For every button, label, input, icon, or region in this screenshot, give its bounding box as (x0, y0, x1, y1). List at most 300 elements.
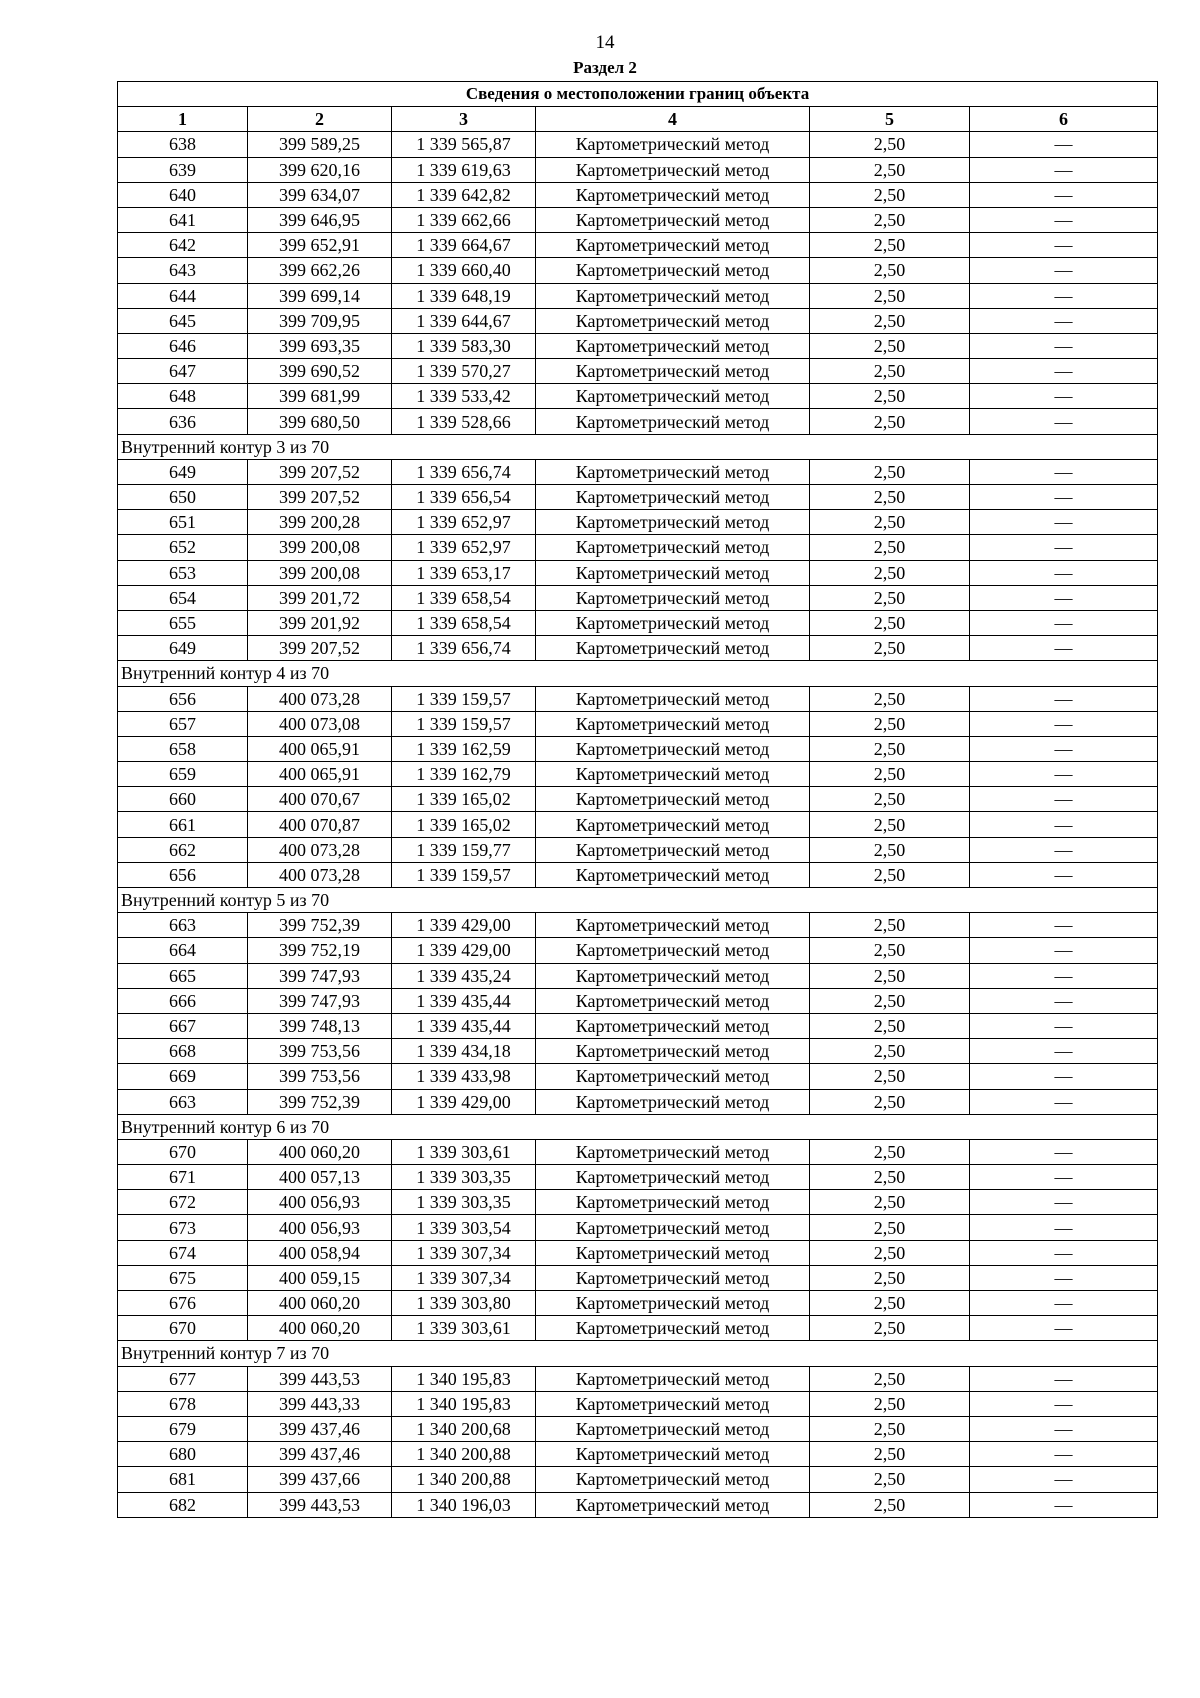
table-row (118, 283, 1158, 308)
table-cell: 636 (118, 409, 248, 434)
table-cell: Картометрический метод (536, 1492, 810, 1517)
table-cell: — (970, 988, 1158, 1013)
table-cell: 1 339 570,27 (392, 359, 536, 384)
table-cell: 400 070,87 (248, 812, 392, 837)
table-cell: 646 (118, 333, 248, 358)
table-row (118, 636, 1158, 661)
table-cell: 649 (118, 459, 248, 484)
table-cell: — (970, 535, 1158, 560)
table-cell: Картометрический метод (536, 736, 810, 761)
table-cell: 670 (118, 1139, 248, 1164)
table-cell: 644 (118, 283, 248, 308)
table-cell: 669 (118, 1064, 248, 1089)
table-cell: 2,50 (810, 1190, 970, 1215)
column-header: 6 (970, 107, 1158, 132)
table-row (118, 1013, 1158, 1038)
table-cell: 400 056,93 (248, 1215, 392, 1240)
table-cell: 656 (118, 862, 248, 887)
table-cell: 399 634,07 (248, 182, 392, 207)
table-row (118, 862, 1158, 887)
table-cell: 658 (118, 736, 248, 761)
table-cell: 1 339 652,97 (392, 510, 536, 535)
table-row (118, 1366, 1158, 1391)
table-cell: 1 340 195,83 (392, 1391, 536, 1416)
table-cell: 1 339 303,61 (392, 1316, 536, 1341)
table-cell: — (970, 610, 1158, 635)
table-row (118, 736, 1158, 761)
table-cell: 672 (118, 1190, 248, 1215)
table-cell: 400 060,20 (248, 1316, 392, 1341)
table-cell: 399 589,25 (248, 132, 392, 157)
table-cell: 399 443,53 (248, 1366, 392, 1391)
table-cell: 1 339 565,87 (392, 132, 536, 157)
table-cell: Картометрический метод (536, 963, 810, 988)
table-cell: — (970, 1064, 1158, 1089)
table-cell: 657 (118, 711, 248, 736)
table-cell: 1 339 656,74 (392, 636, 536, 661)
table-cell: 645 (118, 308, 248, 333)
table-cell: 2,50 (810, 1139, 970, 1164)
table-cell: 2,50 (810, 359, 970, 384)
table-cell: 2,50 (810, 1265, 970, 1290)
table-cell: 399 681,99 (248, 384, 392, 409)
table-cell: 1 339 644,67 (392, 308, 536, 333)
table-cell: 400 057,13 (248, 1165, 392, 1190)
table-row (118, 610, 1158, 635)
table-cell: 1 339 429,00 (392, 938, 536, 963)
table-cell: 1 339 664,67 (392, 233, 536, 258)
table-row (118, 837, 1158, 862)
table-cell: 399 752,39 (248, 1089, 392, 1114)
table-cell: — (970, 812, 1158, 837)
table-cell: 399 752,19 (248, 938, 392, 963)
table-cell: 400 056,93 (248, 1190, 392, 1215)
contour-row (118, 661, 1158, 686)
table-cell: 1 339 307,34 (392, 1240, 536, 1265)
table-cell: Картометрический метод (536, 409, 810, 434)
table-cell: 2,50 (810, 1492, 970, 1517)
table-cell: 399 747,93 (248, 963, 392, 988)
boundary-table (117, 81, 1158, 1518)
table-row (118, 913, 1158, 938)
table-row (118, 1165, 1158, 1190)
table-row (118, 510, 1158, 535)
table-row (118, 359, 1158, 384)
table-cell: Картометрический метод (536, 686, 810, 711)
table-cell: 673 (118, 1215, 248, 1240)
table-cell: 668 (118, 1039, 248, 1064)
table-cell: — (970, 1492, 1158, 1517)
table-cell: — (970, 283, 1158, 308)
table-row (118, 1416, 1158, 1441)
table-row (118, 711, 1158, 736)
table-cell: Картометрический метод (536, 1240, 810, 1265)
contour-row (118, 888, 1158, 913)
table-cell: 647 (118, 359, 248, 384)
table-row (118, 988, 1158, 1013)
column-header: 2 (248, 107, 392, 132)
table-cell: 399 662,26 (248, 258, 392, 283)
column-header: 5 (810, 107, 970, 132)
table-cell: 1 339 528,66 (392, 409, 536, 434)
table-cell: Картометрический метод (536, 636, 810, 661)
table-cell: 670 (118, 1316, 248, 1341)
table-row (118, 1064, 1158, 1089)
table-cell: 663 (118, 913, 248, 938)
table-cell: 1 340 195,83 (392, 1366, 536, 1391)
table-cell: 2,50 (810, 862, 970, 887)
table-cell: Картометрический метод (536, 1442, 810, 1467)
table-row (118, 1240, 1158, 1265)
table-cell: 399 437,46 (248, 1442, 392, 1467)
table-row (118, 1291, 1158, 1316)
table-row (118, 535, 1158, 560)
table-cell: 399 200,28 (248, 510, 392, 535)
table-cell: 2,50 (810, 762, 970, 787)
table-cell: Картометрический метод (536, 988, 810, 1013)
table-cell: 1 339 583,30 (392, 333, 536, 358)
table-cell: Картометрический метод (536, 812, 810, 837)
table-cell: 1 339 653,17 (392, 560, 536, 585)
table-cell: 2,50 (810, 711, 970, 736)
contour-row (118, 1114, 1158, 1139)
table-cell: 2,50 (810, 283, 970, 308)
table-cell: 2,50 (810, 308, 970, 333)
table-cell: 1 339 303,54 (392, 1215, 536, 1240)
table-cell: — (970, 1391, 1158, 1416)
table-cell: 1 339 303,80 (392, 1291, 536, 1316)
table-cell: 660 (118, 787, 248, 812)
table-cell: — (970, 762, 1158, 787)
table-cell: 682 (118, 1492, 248, 1517)
table-cell: Картометрический метод (536, 1416, 810, 1441)
table-cell: Картометрический метод (536, 132, 810, 157)
table-cell: 2,50 (810, 837, 970, 862)
table-cell: Картометрический метод (536, 308, 810, 333)
table-cell: 2,50 (810, 1366, 970, 1391)
table-cell: 2,50 (810, 812, 970, 837)
table-cell: Картометрический метод (536, 485, 810, 510)
table-cell: 1 339 162,59 (392, 736, 536, 761)
table-cell: — (970, 233, 1158, 258)
table-cell: 1 339 656,54 (392, 485, 536, 510)
table-cell: Картометрический метод (536, 459, 810, 484)
table-cell: 679 (118, 1416, 248, 1441)
table-cell: Картометрический метод (536, 207, 810, 232)
table-row (118, 1492, 1158, 1517)
table-cell: 671 (118, 1165, 248, 1190)
table-cell: 2,50 (810, 182, 970, 207)
table-cell: — (970, 1366, 1158, 1391)
table-cell: 399 437,46 (248, 1416, 392, 1441)
table-cell: — (970, 837, 1158, 862)
table-cell: Картометрический метод (536, 1215, 810, 1240)
table-cell: 1 339 165,02 (392, 787, 536, 812)
table-cell: Картометрический метод (536, 1089, 810, 1114)
table-cell: 1 339 303,35 (392, 1190, 536, 1215)
table-cell: 2,50 (810, 510, 970, 535)
table-cell: Картометрический метод (536, 384, 810, 409)
table-cell: 399 693,35 (248, 333, 392, 358)
table-cell: 2,50 (810, 409, 970, 434)
table-row (118, 1215, 1158, 1240)
table-cell: 2,50 (810, 1391, 970, 1416)
table-cell: 641 (118, 207, 248, 232)
contour-row (118, 434, 1158, 459)
table-cell: 1 339 159,57 (392, 686, 536, 711)
table-cell: 663 (118, 1089, 248, 1114)
table-cell: Картометрический метод (536, 913, 810, 938)
table-cell: 2,50 (810, 258, 970, 283)
table-cell: 2,50 (810, 1240, 970, 1265)
table-cell: — (970, 333, 1158, 358)
table-cell: 2,50 (810, 1013, 970, 1038)
table-cell: Картометрический метод (536, 560, 810, 585)
table-cell: 399 699,14 (248, 283, 392, 308)
table-cell: Картометрический метод (536, 1013, 810, 1038)
table-cell: 674 (118, 1240, 248, 1265)
table-cell: 1 339 303,35 (392, 1165, 536, 1190)
table-cell: 399 748,13 (248, 1013, 392, 1038)
table-cell: — (970, 963, 1158, 988)
column-header: 3 (392, 107, 536, 132)
table-cell: Картометрический метод (536, 333, 810, 358)
table-cell: — (970, 1165, 1158, 1190)
table-cell: Картометрический метод (536, 258, 810, 283)
table-row (118, 233, 1158, 258)
table-cell: 656 (118, 686, 248, 711)
table-cell: 2,50 (810, 1064, 970, 1089)
table-cell: 2,50 (810, 1467, 970, 1492)
column-header: 4 (536, 107, 810, 132)
table-cell: 1 339 429,00 (392, 913, 536, 938)
table-cell: 1 339 642,82 (392, 182, 536, 207)
table-cell: 399 646,95 (248, 207, 392, 232)
table-cell: — (970, 1291, 1158, 1316)
table-cell: Картометрический метод (536, 182, 810, 207)
table-row (118, 459, 1158, 484)
table-row (118, 1265, 1158, 1290)
table-cell: 639 (118, 157, 248, 182)
table-cell: 659 (118, 762, 248, 787)
table-body (118, 132, 1158, 1517)
table-cell: 2,50 (810, 157, 970, 182)
table-cell: Картометрический метод (536, 862, 810, 887)
table-cell: — (970, 1467, 1158, 1492)
table-row (118, 1442, 1158, 1467)
table-row (118, 938, 1158, 963)
table-cell: — (970, 736, 1158, 761)
table-cell: Картометрический метод (536, 1064, 810, 1089)
table-cell: 1 339 433,98 (392, 1064, 536, 1089)
table-cell: 399 753,56 (248, 1064, 392, 1089)
table-cell: — (970, 1190, 1158, 1215)
table-row (118, 1139, 1158, 1164)
table-cell: 678 (118, 1391, 248, 1416)
table-cell: — (970, 409, 1158, 434)
table-cell: 667 (118, 1013, 248, 1038)
table-cell: 677 (118, 1366, 248, 1391)
table-cell: 2,50 (810, 560, 970, 585)
table-cell: 400 065,91 (248, 762, 392, 787)
table-cell: 2,50 (810, 535, 970, 560)
table-cell: 638 (118, 132, 248, 157)
table-row (118, 1039, 1158, 1064)
table-cell: — (970, 132, 1158, 157)
table-cell: 2,50 (810, 585, 970, 610)
column-header-row (118, 107, 1158, 132)
table-cell: 650 (118, 485, 248, 510)
table-cell: 2,50 (810, 207, 970, 232)
table-cell: 653 (118, 560, 248, 585)
table-cell: 399 207,52 (248, 636, 392, 661)
table-cell: 399 207,52 (248, 485, 392, 510)
table-cell: 2,50 (810, 686, 970, 711)
table-cell: 2,50 (810, 233, 970, 258)
table-title-row (118, 82, 1158, 107)
table-cell: 400 060,20 (248, 1139, 392, 1164)
table-cell: Картометрический метод (536, 1190, 810, 1215)
table-cell: 399 620,16 (248, 157, 392, 182)
table-cell: Картометрический метод (536, 157, 810, 182)
table-cell: 400 059,15 (248, 1265, 392, 1290)
table-row (118, 560, 1158, 585)
table-cell: 1 339 165,02 (392, 812, 536, 837)
table-cell: Картометрический метод (536, 510, 810, 535)
table-cell: 2,50 (810, 1442, 970, 1467)
table-cell: — (970, 384, 1158, 409)
table-cell: 661 (118, 812, 248, 837)
table-cell: Картометрический метод (536, 283, 810, 308)
table-cell: 1 339 660,40 (392, 258, 536, 283)
table-cell: 1 340 196,03 (392, 1492, 536, 1517)
table-cell: — (970, 1013, 1158, 1038)
table-cell: 1 339 652,97 (392, 535, 536, 560)
table-cell: 2,50 (810, 736, 970, 761)
table-cell: — (970, 459, 1158, 484)
table-cell: 2,50 (810, 384, 970, 409)
table-cell: Картометрический метод (536, 787, 810, 812)
table-cell: 2,50 (810, 1416, 970, 1441)
table-cell: 2,50 (810, 1039, 970, 1064)
table-cell: — (970, 182, 1158, 207)
table-cell: 399 652,91 (248, 233, 392, 258)
table-cell: 648 (118, 384, 248, 409)
table-cell: 1 339 159,77 (392, 837, 536, 862)
column-header: 1 (118, 107, 248, 132)
table-cell: 399 437,66 (248, 1467, 392, 1492)
table-cell: 2,50 (810, 988, 970, 1013)
table-cell: — (970, 585, 1158, 610)
table-cell: — (970, 485, 1158, 510)
table-cell: — (970, 1416, 1158, 1441)
table-row (118, 1467, 1158, 1492)
table-cell: — (970, 913, 1158, 938)
table-cell: 1 340 200,88 (392, 1467, 536, 1492)
table-cell: 399 443,33 (248, 1391, 392, 1416)
table-cell: 680 (118, 1442, 248, 1467)
table-cell: 400 065,91 (248, 736, 392, 761)
table-cell: 1 339 619,63 (392, 157, 536, 182)
table-cell: — (970, 938, 1158, 963)
table-cell: 399 200,08 (248, 560, 392, 585)
table-row (118, 1190, 1158, 1215)
table-cell: 655 (118, 610, 248, 635)
table-cell: 2,50 (810, 610, 970, 635)
table-cell: 2,50 (810, 913, 970, 938)
contour-label: Внутренний контур 7 из 70 (118, 1341, 1158, 1366)
table-cell: Картометрический метод (536, 1291, 810, 1316)
table-cell: 399 201,72 (248, 585, 392, 610)
table-cell: 400 073,08 (248, 711, 392, 736)
table-cell: 1 340 200,68 (392, 1416, 536, 1441)
table-cell: Картометрический метод (536, 1139, 810, 1164)
table-cell: 2,50 (810, 485, 970, 510)
table-cell: 400 060,20 (248, 1291, 392, 1316)
table-cell: 1 339 656,74 (392, 459, 536, 484)
table-row (118, 157, 1158, 182)
contour-row (118, 1341, 1158, 1366)
table-row (118, 485, 1158, 510)
table-cell: — (970, 560, 1158, 585)
table-cell: 400 058,94 (248, 1240, 392, 1265)
table-row (118, 812, 1158, 837)
table-cell: 1 339 307,34 (392, 1265, 536, 1290)
table-cell: 2,50 (810, 459, 970, 484)
table-cell: — (970, 1265, 1158, 1290)
table-cell: 1 339 159,57 (392, 862, 536, 887)
table-cell: Картометрический метод (536, 233, 810, 258)
contour-label: Внутренний контур 3 из 70 (118, 434, 1158, 459)
contour-label: Внутренний контур 6 из 70 (118, 1114, 1158, 1139)
table-cell: Картометрический метод (536, 610, 810, 635)
table-cell: 2,50 (810, 1316, 970, 1341)
table-cell: 662 (118, 837, 248, 862)
table-cell: Картометрический метод (536, 1039, 810, 1064)
table-cell: 2,50 (810, 963, 970, 988)
table-cell: 649 (118, 636, 248, 661)
table-row (118, 333, 1158, 358)
table-cell: 643 (118, 258, 248, 283)
table-cell: — (970, 686, 1158, 711)
table-cell: — (970, 1240, 1158, 1265)
table-cell: 399 753,56 (248, 1039, 392, 1064)
section-title: Раздел 2 (573, 58, 637, 77)
table-cell: — (970, 1316, 1158, 1341)
table-cell: Картометрический метод (536, 1316, 810, 1341)
table-row (118, 762, 1158, 787)
table-cell: 1 339 662,66 (392, 207, 536, 232)
table-cell: 2,50 (810, 938, 970, 963)
table-row (118, 1391, 1158, 1416)
table-cell: Картометрический метод (536, 762, 810, 787)
table-cell: 654 (118, 585, 248, 610)
table-cell: 2,50 (810, 1291, 970, 1316)
table-cell: 399 747,93 (248, 988, 392, 1013)
table-title: Сведения о местоположении границ объекта (118, 82, 1158, 107)
table-cell: Картометрический метод (536, 837, 810, 862)
table-cell: 1 339 162,79 (392, 762, 536, 787)
table-cell: 2,50 (810, 636, 970, 661)
table-cell: 651 (118, 510, 248, 535)
table-cell: — (970, 711, 1158, 736)
table-cell: 681 (118, 1467, 248, 1492)
table-cell: 1 339 429,00 (392, 1089, 536, 1114)
table-cell: — (970, 787, 1158, 812)
table-cell: 399 443,53 (248, 1492, 392, 1517)
table-cell: — (970, 1089, 1158, 1114)
table-row (118, 686, 1158, 711)
